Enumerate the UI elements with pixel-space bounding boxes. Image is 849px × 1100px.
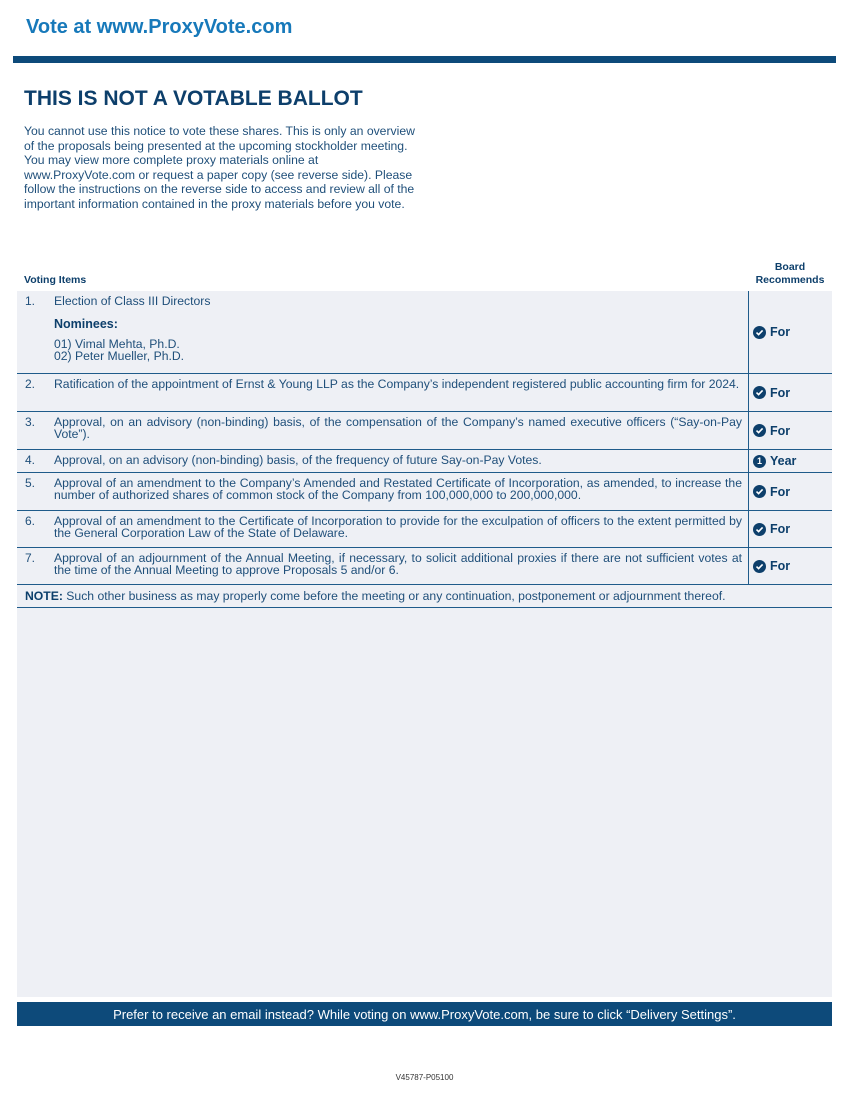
item-text xyxy=(54,291,748,373)
check-circle-icon xyxy=(753,326,766,339)
board-recommendation xyxy=(748,450,832,472)
header-divider xyxy=(13,56,836,63)
voting-item-row xyxy=(17,548,832,585)
recommendation-label: For xyxy=(770,385,791,400)
voting-item-row xyxy=(17,412,832,450)
note-text: Such other business as may properly come before the meeting or any continuation, postponement or adjournment thereof. xyxy=(62,589,726,603)
item-text: Approval of an amendment to the Company’s Amended and Restated Certificate of Incorporation, as amended, to increase the number of authorized shares of common stock of the Company from 100,000,000 to 200,000,000. xyxy=(54,476,742,502)
item-number: 4. xyxy=(25,453,36,467)
board-recommendation xyxy=(748,548,832,584)
recommendation-label: For xyxy=(770,559,791,573)
recommendation-label: For xyxy=(770,484,791,499)
item-number: 3. xyxy=(25,415,36,429)
nominees-label: Nominees: xyxy=(54,316,118,331)
recommendation-label: Year xyxy=(770,454,797,468)
item-number: 7. xyxy=(25,551,36,565)
check-circle-icon xyxy=(753,523,766,536)
check-circle-icon xyxy=(753,386,766,399)
item-title: Election of Class III Directors xyxy=(54,294,211,308)
check-circle-icon xyxy=(753,424,766,437)
recommendation-label: For xyxy=(770,325,791,339)
voting-items-column-header: Voting Items xyxy=(24,274,87,286)
page-header-title: Vote at www.ProxyVote.com xyxy=(26,16,293,38)
recommendation-label: For xyxy=(770,522,791,536)
item-text: Approval, on an advisory (non-binding) basis, of the frequency of future Say-on-Pay Votes. xyxy=(54,453,542,467)
board-recommendation xyxy=(748,291,832,373)
check-circle-icon xyxy=(753,485,766,498)
item-number: 2. xyxy=(25,377,36,391)
item-number: 6. xyxy=(25,514,36,528)
voting-item-row xyxy=(17,511,832,548)
delivery-settings-banner xyxy=(17,1002,832,1026)
board-recommendation xyxy=(748,473,832,510)
ballot-heading: THIS IS NOT A VOTABLE BALLOT xyxy=(24,87,363,110)
banner-text: Prefer to receive an email instead? While voting on www.ProxyVote.com, be sure to click “Delivery Settings”. xyxy=(113,1006,736,1022)
item-text: Approval, on an advisory (non-binding) basis, of the compensation of the Company’s named executive officers (“Say-on-Pay Vote”). xyxy=(54,415,742,441)
item-number: 5. xyxy=(25,476,36,490)
note-row xyxy=(17,585,832,608)
item-text: Ratification of the appointment of Ernst & Young LLP as the Company’s independent registered public accounting firm for 2024. xyxy=(54,377,740,391)
note-label: NOTE: xyxy=(25,589,63,603)
check-circle-icon xyxy=(753,560,766,573)
board-recommends-column-header: Board Recommends xyxy=(755,261,825,286)
board-recommendation xyxy=(748,412,832,449)
voting-items-table xyxy=(17,291,832,608)
item-text: Approval of an amendment to the Certificate of Incorporation to provide for the exculpation of officers to the extent permitted by the General Corporation Law of the State of Delaware. xyxy=(54,514,742,540)
voting-item-row xyxy=(17,473,832,511)
board-recommendation xyxy=(748,374,832,411)
voting-item-row xyxy=(17,291,832,374)
item-number: 1. xyxy=(25,294,36,308)
nominee: 01) Vimal Mehta, Ph.D. xyxy=(54,337,180,351)
board-recommendation xyxy=(748,511,832,547)
ballot-notice-text: You cannot use this notice to vote these shares. This is only an overview of the proposals being presented at the upcoming stockholder meeting. You may view more complete proxy materials online at www.ProxyVote.com or request a paper copy (see reverse side). Please follow the instructions on the reverse side to access and review all of the important information contained in the proxy materials before you vote. xyxy=(24,124,415,211)
voting-item-row xyxy=(17,374,832,412)
number-one-circle-icon: 1 xyxy=(753,455,766,468)
document-code: V45787-P05100 xyxy=(395,1073,454,1082)
nominee: 02) Peter Mueller, Ph.D. xyxy=(54,348,185,363)
item-text: Approval of an adjournment of the Annual Meeting, if necessary, to solicit additional proxies if there are not sufficient votes at the time of the Annual Meeting to approve Proposals 5 and/or 6. xyxy=(54,551,742,577)
recommendation-label: For xyxy=(770,423,791,438)
voting-item-row xyxy=(17,450,832,473)
